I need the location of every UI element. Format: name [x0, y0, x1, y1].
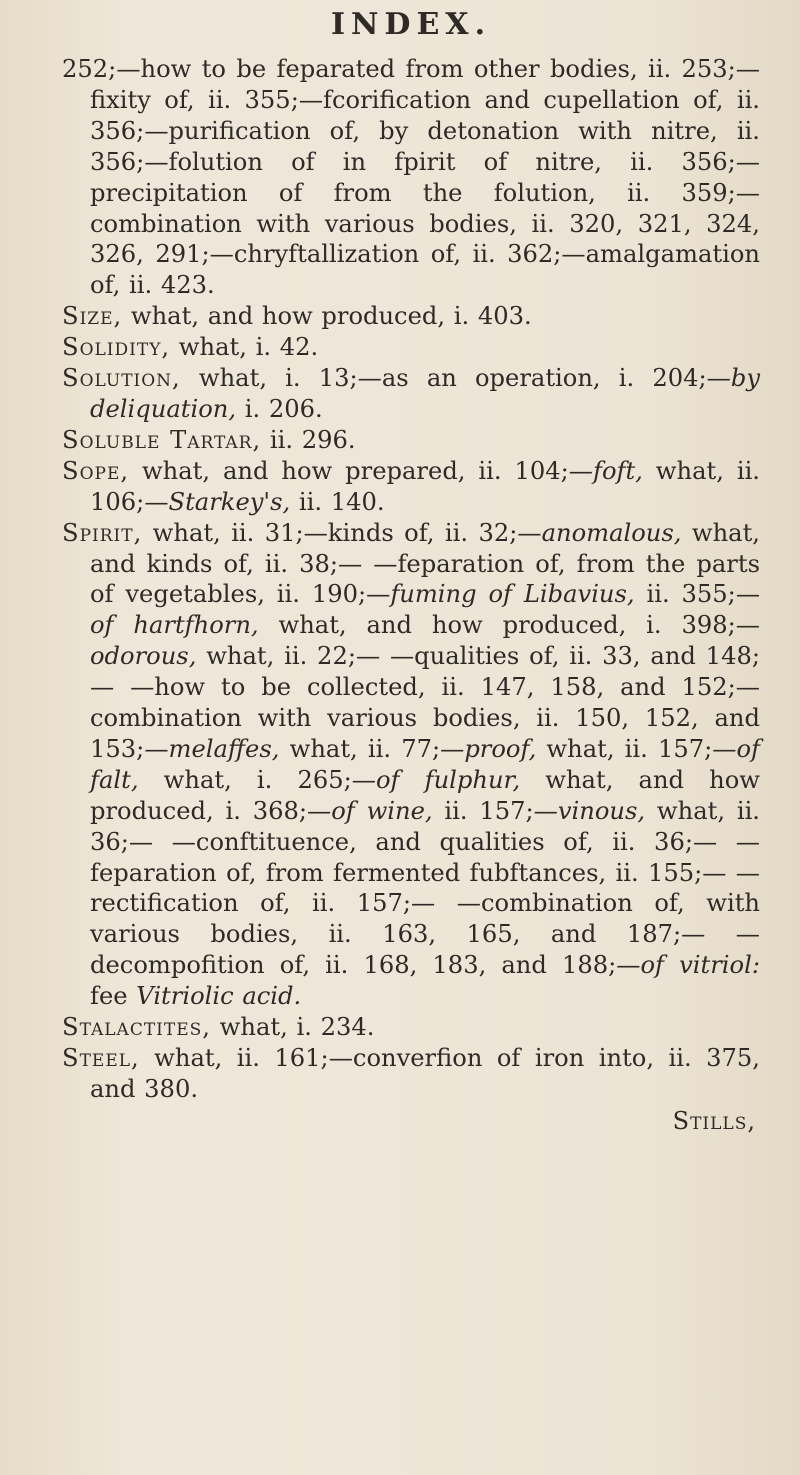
index-entry — [62, 1012, 760, 1043]
entry-italic-text: fuming of Libavius, — [390, 580, 635, 609]
entry-text: what, and kinds of, ii. 38;— —feparation of, from the parts of vegetables, ii. 190;— — [90, 518, 760, 609]
entry-italic-text: melaffes, — [168, 734, 280, 763]
index-entry — [62, 425, 760, 456]
running-head: INDEX. — [330, 7, 492, 42]
entry-text: what, i. 234. — [210, 1013, 375, 1042]
entry-text: what, ii. 157;— — [536, 734, 737, 763]
entry-text: what, i. 265;— — [138, 765, 376, 794]
entry-italic-text: vinous, — [557, 796, 646, 825]
entry-text: what, ii. 22;— —qualities of, ii. 33, and 148;— —how to be collected, ii. 147, 158, and 152;—combination with various bodies, ii. 150, 152, and 153;— — [90, 642, 760, 763]
entry-text: ii. 296. — [261, 425, 356, 454]
index-entry — [62, 54, 760, 301]
entry-text: ii. 355;— — [634, 580, 761, 609]
entry-italic-text: odorous, — [90, 642, 197, 671]
entry-text: what, ii. 106;— — [90, 456, 760, 516]
entry-italic-text: of vitriol: — [640, 951, 760, 980]
entry-text: ii. 157;— — [432, 796, 558, 825]
entry-italic-text: of falt, — [90, 734, 760, 794]
index-entry — [62, 332, 760, 363]
index-entry — [62, 518, 760, 1013]
entry-text: i. 206. — [236, 394, 323, 423]
catchword: Stills, — [672, 1106, 756, 1135]
entry-italic-text: of fulphur, — [375, 765, 521, 794]
entry-italic-text: by deliquation, — [90, 364, 760, 423]
entry-heading: Sope, — [62, 456, 130, 485]
entry-italic-text: of wine, — [331, 796, 433, 825]
entry-text: what, ii. 161;—converfion of iron into, ii. 375, and 380. — [90, 1044, 760, 1103]
entry-italic-text: anomalous, — [541, 518, 682, 547]
entry-italic-text: of hartfhorn, — [90, 611, 259, 640]
entry-text: what, and how prepared, ii. 104;— — [129, 456, 593, 485]
entry-text: what, i. 42. — [170, 333, 319, 362]
entry-text: fee — [90, 982, 137, 1011]
entry-text: what, and how produced, i. 403. — [122, 302, 532, 331]
index-entry — [62, 301, 760, 332]
entry-italic-text: foft, — [593, 456, 643, 485]
index-entries — [62, 54, 760, 1105]
entry-heading: Stalactites, — [62, 1013, 211, 1042]
entry-text: ii. 140. — [290, 487, 385, 516]
entry-heading: Steel, — [62, 1044, 140, 1072]
index-entry — [62, 1043, 760, 1105]
entry-text: 252;—how to be feparated from other bodies, ii. 253;—fixity of, ii. 355;—fcorification and cupellation of, ii. 356;—purification of, by detonation with nitre, ii. 356;—folution of in fpirit of nitre, ii. 356;—precipitation of from the folution, ii. 359;—combination with various bodies, ii. 320, 321, 324, 326, 291;—chryftallization of, ii. 362;—amalgamation of, ii. 423. — [62, 55, 760, 300]
entry-text: what, and how produced, i. 398;— — [258, 611, 760, 640]
entry-text: what, ii. 31;—kinds of, ii. 32;— — [142, 518, 542, 547]
entry-text: what, ii. 77;— — [279, 734, 465, 763]
index-entry — [62, 456, 760, 518]
index-entry — [62, 363, 760, 425]
entry-italic-text: Starkey's, — [168, 487, 291, 516]
entry-italic-text: proof, — [464, 734, 537, 763]
entry-text: what, ii. 36;— —conftituence, and qualities of, ii. 36;— —feparation of, from fermented fubftances, ii. 155;— —rectification of, ii. 157;— —combination of, with various bodies, ii. 163, 165, and 187;— —decompofition of, ii. 168, 183, and 188;— — [90, 796, 760, 980]
entry-italic-text: Vitriolic acid. — [136, 982, 302, 1011]
entry-heading: Soluble Tartar, — [62, 425, 262, 454]
entry-heading: Solidity, — [62, 333, 171, 362]
entry-heading: Solution, — [62, 364, 181, 393]
entry-text: what, i. 13;—as an operation, i. 204;— — [180, 364, 731, 393]
entry-text: what, and how produced, i. 368;— — [90, 765, 760, 825]
entry-heading: Size, — [62, 302, 123, 331]
entry-heading: Spirit, — [62, 518, 143, 547]
